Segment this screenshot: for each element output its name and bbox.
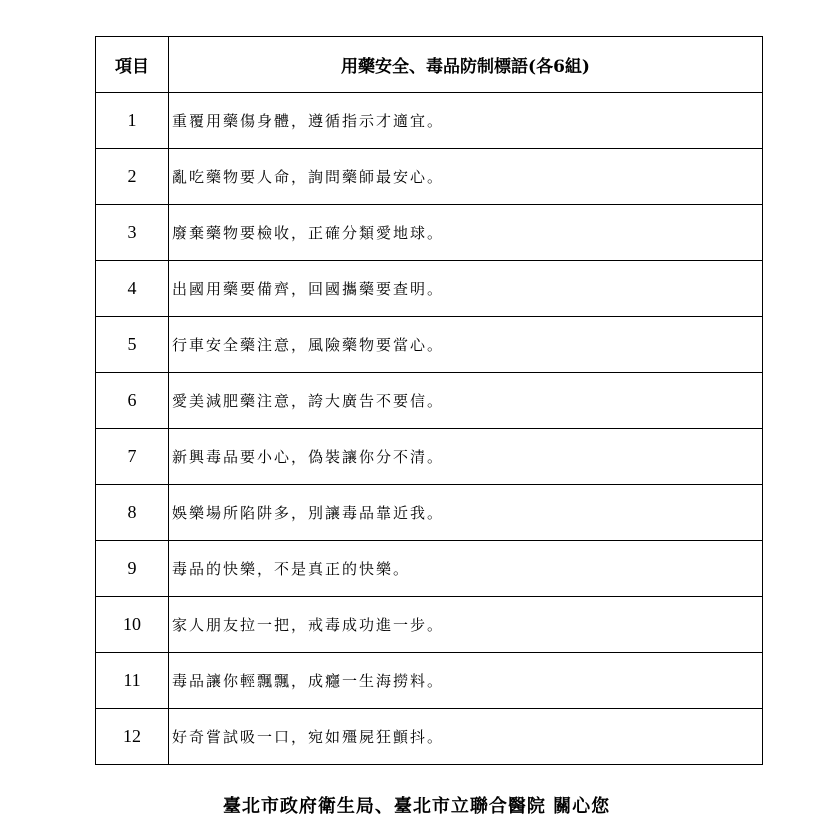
- table-row: [96, 93, 763, 149]
- slogan-text: 娛樂場所陷阱多，別讓毒品靠近我。: [169, 485, 763, 541]
- row-number: 2: [96, 149, 169, 205]
- slogan-text: 新興毒品要小心，偽裝讓你分不清。: [169, 429, 763, 485]
- table-row: [96, 485, 763, 541]
- row-number: 10: [96, 597, 169, 653]
- table-row: [96, 261, 763, 317]
- slogan-text: 廢棄藥物要檢收，正確分類愛地球。: [169, 205, 763, 261]
- slogan-text: 好奇嘗試吸一口，宛如殭屍狂顫抖。: [169, 709, 763, 765]
- slogan-table: [95, 36, 763, 765]
- row-number: 6: [96, 373, 169, 429]
- table-row: [96, 373, 763, 429]
- table-body: [96, 93, 763, 765]
- header-item: 項目: [96, 37, 169, 93]
- table-row: [96, 709, 763, 765]
- row-number: 4: [96, 261, 169, 317]
- table-row: [96, 429, 763, 485]
- slogan-text: 毒品讓你輕飄飄，成癮一生海撈料。: [169, 653, 763, 709]
- slogan-text: 愛美減肥藥注意，誇大廣告不要信。: [169, 373, 763, 429]
- row-number: 11: [96, 653, 169, 709]
- slogan-text: 出國用藥要備齊，回國攜藥要查明。: [169, 261, 763, 317]
- row-number: 5: [96, 317, 169, 373]
- table-row: [96, 317, 763, 373]
- table-row: [96, 205, 763, 261]
- table-header-row: [96, 37, 763, 93]
- slogan-text: 毒品的快樂，不是真正的快樂。: [169, 541, 763, 597]
- slogan-text: 家人朋友拉一把，戒毒成功進一步。: [169, 597, 763, 653]
- slogan-text: 亂吃藥物要人命，詢問藥師最安心。: [169, 149, 763, 205]
- footer-caption: 臺北市政府衛生局、臺北市立聯合醫院 關心您: [222, 796, 611, 817]
- header-slogan: 用藥安全、毒品防制標語(各6組): [169, 37, 763, 93]
- row-number: 8: [96, 485, 169, 541]
- row-number: 3: [96, 205, 169, 261]
- row-number: 12: [96, 709, 169, 765]
- row-number: 1: [96, 93, 169, 149]
- slogan-text: 重覆用藥傷身體，遵循指示才適宜。: [169, 93, 763, 149]
- table-row: [96, 149, 763, 205]
- table-row: [96, 541, 763, 597]
- row-number: 9: [96, 541, 169, 597]
- table-row: [96, 653, 763, 709]
- row-number: 7: [96, 429, 169, 485]
- slogan-text: 行車安全藥注意，風險藥物要當心。: [169, 317, 763, 373]
- table-row: [96, 597, 763, 653]
